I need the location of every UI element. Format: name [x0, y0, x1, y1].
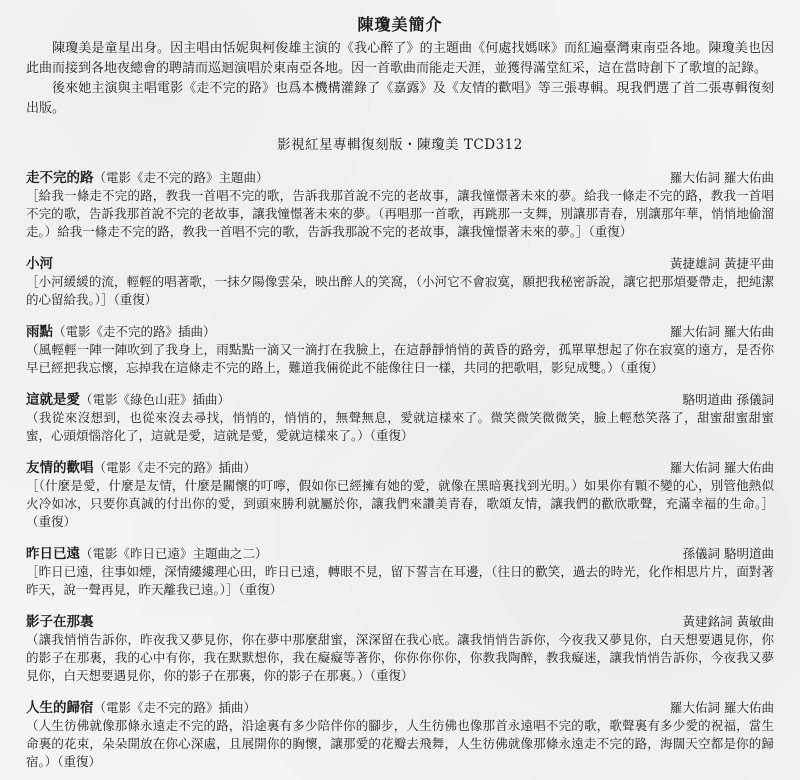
song-title: 走不完的路	[26, 170, 94, 186]
song-credits: 駱明道曲 孫儀詞	[682, 392, 774, 407]
song-lyrics: （風輕輕一陣一陣吹到了我身上，雨點點一滴又一滴打在我臉上，在這靜靜悄悄的黃昏的路旁，孤單單想起了你在寂寞的遠方，是否你早已經把我忘懷，忘掉我在這條走不完的路上，難道我倆從此不能像往日一樣，共同的把歌唱，影兒成雙。）（重復）	[26, 342, 774, 375]
song-credits: 孫儀詞 駱明道曲	[682, 546, 774, 561]
intro-paragraph: 後來她主演與主唱電影《走不完的路》也爲本機構灌錄了《嘉露》及《友情的歡唱》等三張專輯。現我們選了首二張專輯復刻出版。	[26, 81, 774, 116]
song-entry	[26, 545, 774, 599]
song-lyrics: ［給我一條走不完的路，教我一首唱不完的歌，告訴我那首說不完的老故事，讓我憧憬著未來的夢。給我一條走不完的路，教我一首唱不完的歌，告訴我那首說不完的老故事，讓我憧憬著未來的夢。（再唱那一首歌，再跳那一支舞，別讓那青春，別讓那年華，悄悄地偷溜走。）給我一條走不完的路，教我一首唱不完的歌，告訴我那說不完的老故事，讓我憧憬著未來的夢。］（重復）	[26, 188, 774, 239]
song-title: 小河	[26, 256, 53, 272]
song-credits: 黃建銘詞 黃敏曲	[682, 614, 774, 629]
song-credits: 羅大佑詞 羅大佑曲	[670, 170, 774, 185]
song-credits: 羅大佑詞 羅大佑曲	[670, 324, 774, 339]
song-entry	[26, 255, 774, 309]
song-entry	[26, 459, 774, 531]
song-subtitle: （電影《走不完的路》主題曲）	[93, 170, 269, 185]
song-header	[26, 459, 774, 477]
intro-section	[26, 39, 774, 119]
song-list	[26, 169, 774, 771]
song-credits: 黃捷雄詞 黃捷平曲	[670, 256, 774, 271]
song-lyrics: （人生彷佛就像那條永遠走不完的路，沿途裏有多少陪伴你的腳步，人生彷佛也像那首永遠唱不完的歌，歌聲裏有多少愛的祝福，當生命裏的花束，朵朵開放在你心深處，且展開你的胸懷，讓那愛的花瓣去飛舞，人生彷佛就像那條永遠走不完的路，海闊天空都是你的歸宿。）（重復）	[26, 718, 774, 769]
song-lyrics: （我從來沒想到，也從來沒去尋找，悄悄的，悄悄的，無聲無息，愛就這樣來了。微笑微笑微微笑，臉上輕愁笑落了，甜蜜甜蜜甜蜜蜜，心頭煩惱溶化了，這就是愛，這就是愛，愛就這樣來了。）（重復）	[26, 410, 774, 443]
song-header	[26, 391, 774, 409]
song-entry	[26, 613, 774, 685]
song-subtitle: （電影《走不完的路》插曲）	[93, 460, 257, 475]
song-title: 昨日已遠	[26, 546, 80, 562]
song-title: 這就是愛	[26, 392, 80, 408]
page-title: 陳瓊美簡介	[357, 15, 443, 34]
song-entry	[26, 169, 774, 241]
song-header	[26, 323, 774, 341]
song-entry	[26, 323, 774, 377]
album-title: 影視紅星專輯復刻版・陳瓊美 TCD312	[277, 137, 523, 153]
song-header	[26, 545, 774, 563]
song-header	[26, 169, 774, 187]
song-header	[26, 613, 774, 631]
song-title: 友情的歡唱	[26, 460, 94, 476]
song-lyrics: ［小河緩緩的流，輕輕的唱著歌，一抹夕陽像雲朵，映出醉人的笑窩，（小河它不會寂寞，願把我秘密訴說，讓它把那煩憂帶走，把純潔的心留給我。）］（重復）	[26, 274, 774, 307]
song-subtitle: （電影《走不完的路》插曲）	[53, 324, 216, 339]
song-lyrics: ［（什麼是愛，什麼是友情，什麼是關懷的叮嚀，假如你已經擁有她的愛，就像在黑暗裏找到光明。）如果你有顆不變的心，別管他熱似火冷如冰，只要你真誠的付出你的愛，到頭來勝利就屬於你，讓我們來讚美青春，歌頌友情，讓我們的歡欣歌聲，充滿幸福的生命。］（重復）	[26, 478, 774, 529]
song-title: 雨點	[26, 324, 53, 340]
song-subtitle: （電影《綠色山莊》插曲）	[80, 392, 231, 407]
intro-paragraph: 陳瓊美是童星出身。因主唱由恬妮與柯俊雄主演的《我心醉了》的主題曲《何處找媽咪》而紅遍臺灣東南亞各地。陳瓊美也因此曲而接到各地夜總會的聘請而巡迴演唱於東南亞各地。因一首歌曲而能走天涯，並獲得滿堂紅采，這在當時創下了歌壇的記錄。	[26, 41, 774, 76]
song-lyrics: （讓我悄悄告訴你，昨夜我又夢見你，你在夢中那麼甜蜜，深深留在我心底。讓我悄悄告訴你，今夜我又夢見你，白天想要遇見你，你的影子在那裏，我的心中有你，我在默默想你，我在癡癡等著你，你你你你你，你教我陶醉，教我癡迷，讓我悄悄告訴你，今夜我又夢見你，白天想要遇見你，你的影子在那裏，你的影子在那裏。）（重復）	[26, 632, 774, 683]
song-header	[26, 255, 774, 273]
song-subtitle: （電影《昨日已遠》主題曲之二）	[80, 546, 268, 561]
song-lyrics: ［昨日已遠，往事如煙，深情縷縷理心田，昨日已遠，轉眼不見，留下誓言在耳邊，（往日的歡笑，過去的時光，化作相思片片，面對著昨天，說一聲再見，昨天離我已遠。）］（重復）	[26, 564, 774, 597]
song-credits: 羅大佑詞 羅大佑曲	[670, 700, 774, 715]
song-credits: 羅大佑詞 羅大佑曲	[670, 460, 774, 475]
song-header	[26, 699, 774, 717]
song-entry	[26, 699, 774, 771]
song-title: 人生的歸宿	[26, 700, 94, 716]
song-subtitle: （電影《走不完的路》插曲）	[93, 700, 257, 715]
song-entry	[26, 391, 774, 445]
song-title: 影子在那裏	[26, 614, 94, 630]
